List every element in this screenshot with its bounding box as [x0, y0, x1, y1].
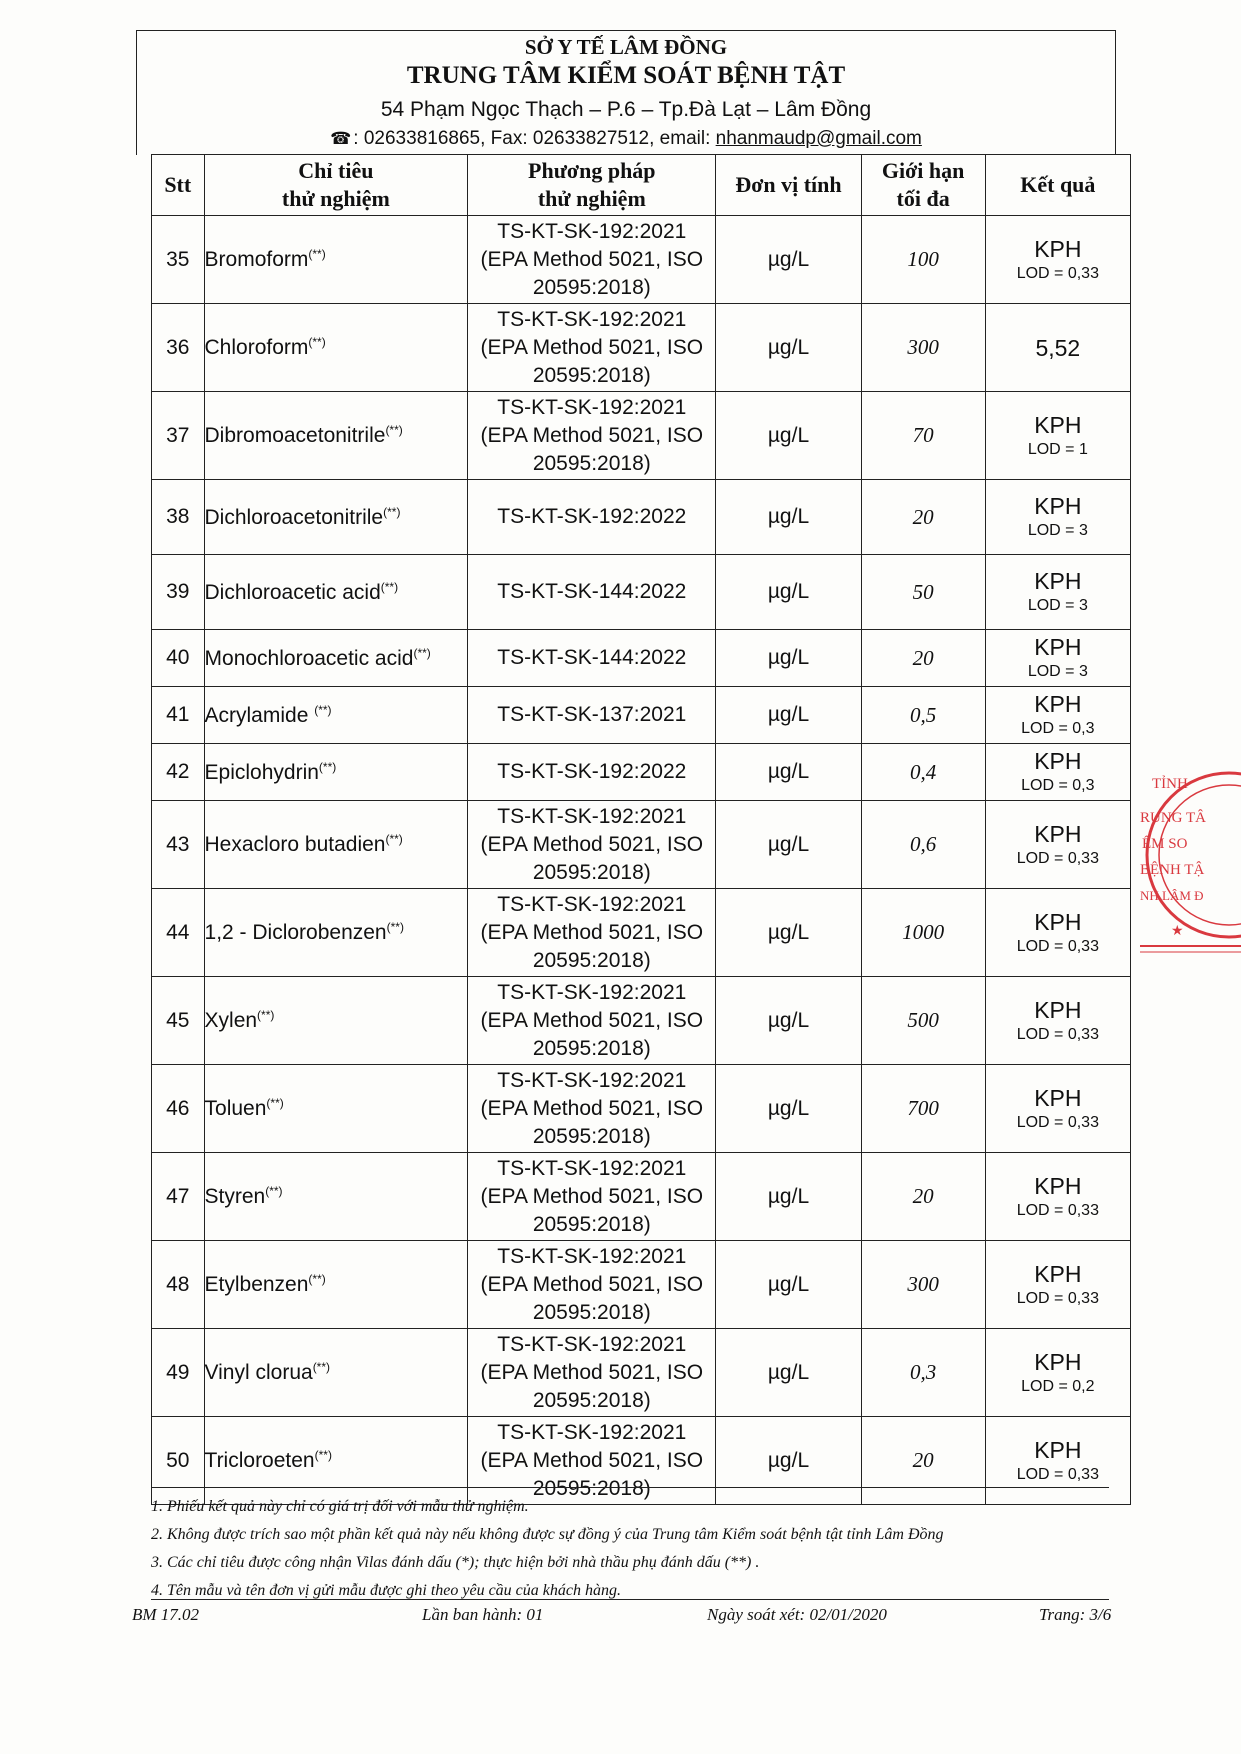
footnote-item: 1. Phiếu kết quả này chỉ có giá trị đối với mẫu thử nghiệm. — [151, 1498, 529, 1515]
cell-method: TS-KT-SK-137:2021 — [468, 687, 716, 744]
cell-limit: 1000 — [861, 889, 985, 977]
table-row — [152, 1153, 1131, 1241]
svg-text:TỈNH: TỈNH — [1152, 776, 1188, 792]
cell-stt: 50 — [152, 1417, 205, 1505]
cell-parameter: Epiclohydrin(**) — [204, 744, 468, 801]
cell-parameter: Tricloroeten(**) — [204, 1417, 468, 1505]
cell-method: TS-KT-SK-192:2021 (EPA Method 5021, ISO 20595:2018) — [468, 392, 716, 480]
cell-limit: 700 — [861, 1065, 985, 1153]
table-row — [152, 630, 1131, 687]
cell-stt: 47 — [152, 1153, 205, 1241]
cell-method: TS-KT-SK-192:2022 — [468, 744, 716, 801]
cell-stt: 49 — [152, 1329, 205, 1417]
cell-method: TS-KT-SK-192:2021 (EPA Method 5021, ISO 20595:2018) — [468, 1065, 716, 1153]
cell-result: KPH LOD = 0,33 — [985, 1241, 1130, 1329]
cell-method: TS-KT-SK-192:2021 (EPA Method 5021, ISO 20595:2018) — [468, 1329, 716, 1417]
cell-unit: µg/L — [716, 392, 861, 480]
col-header-result: Kết quả — [985, 155, 1130, 216]
cell-parameter: Chloroform(**) — [204, 304, 468, 392]
footer-divider — [151, 1599, 1109, 1600]
cell-limit: 70 — [861, 392, 985, 480]
cell-stt: 45 — [152, 977, 205, 1065]
table-row — [152, 744, 1131, 801]
cell-stt: 44 — [152, 889, 205, 977]
cell-parameter: Monochloroacetic acid(**) — [204, 630, 468, 687]
cell-stt: 48 — [152, 1241, 205, 1329]
header-organization: TRUNG TÂM KIỂM SOÁT BỆNH TẬT — [406, 62, 846, 89]
cell-unit: µg/L — [716, 977, 861, 1065]
footnote-item: 3. Các chỉ tiêu được công nhận Vilas đánh dấu (*); thực hiện bởi nhà thầu phụ đánh dấu (**) . — [151, 1554, 760, 1571]
cell-stt: 39 — [152, 555, 205, 630]
footnotes — [151, 1493, 1131, 1605]
cell-stt: 43 — [152, 801, 205, 889]
col-header-stt: Stt — [152, 155, 205, 216]
cell-unit: µg/L — [716, 304, 861, 392]
results-table — [151, 154, 1131, 1505]
col-header-method: Phương pháp thử nghiệm — [468, 155, 716, 216]
cell-result: KPH LOD = 3 — [985, 480, 1130, 555]
table-row — [152, 1241, 1131, 1329]
footer-page-number: Trang: 3/6 — [1039, 1605, 1112, 1624]
cell-result: KPH LOD = 0,3 — [985, 687, 1130, 744]
cell-stt: 37 — [152, 392, 205, 480]
cell-parameter: Bromoform(**) — [204, 216, 468, 304]
cell-method: TS-KT-SK-192:2021 (EPA Method 5021, ISO 20595:2018) — [468, 1241, 716, 1329]
cell-parameter: Styren(**) — [204, 1153, 468, 1241]
svg-text:RUNG TÂ: RUNG TÂ — [1140, 810, 1206, 826]
cell-parameter: Acrylamide (**) — [204, 687, 468, 744]
cell-limit: 300 — [861, 304, 985, 392]
cell-method: TS-KT-SK-192:2021 (EPA Method 5021, ISO 20595:2018) — [468, 1417, 716, 1505]
cell-parameter: Vinyl clorua(**) — [204, 1329, 468, 1417]
cell-method: TS-KT-SK-144:2022 — [468, 630, 716, 687]
cell-result: KPH LOD = 0,33 — [985, 1153, 1130, 1241]
cell-parameter: Dibromoacetonitrile(**) — [204, 392, 468, 480]
cell-stt: 41 — [152, 687, 205, 744]
cell-unit: µg/L — [716, 889, 861, 977]
cell-stt: 36 — [152, 304, 205, 392]
cell-limit: 100 — [861, 216, 985, 304]
table-body — [152, 216, 1131, 1505]
cell-result: KPH LOD = 0,33 — [985, 889, 1130, 977]
cell-method: TS-KT-SK-192:2022 — [468, 480, 716, 555]
table-row — [152, 1417, 1131, 1505]
cell-unit: µg/L — [716, 630, 861, 687]
col-header-unit: Đơn vị tính — [716, 155, 861, 216]
cell-limit: 20 — [861, 480, 985, 555]
table-row — [152, 1329, 1131, 1417]
cell-unit: µg/L — [716, 480, 861, 555]
cell-result: KPH LOD = 0,2 — [985, 1329, 1130, 1417]
footnote-divider — [151, 1487, 1109, 1488]
table-row — [152, 555, 1131, 630]
cell-stt: 35 — [152, 216, 205, 304]
cell-limit: 0,5 — [861, 687, 985, 744]
svg-text:ỂM SO: ỂM SO — [1142, 836, 1188, 852]
col-header-limit: Giới hạn tối đa — [861, 155, 985, 216]
cell-limit: 0,6 — [861, 801, 985, 889]
red-seal-stamp — [1134, 760, 1241, 960]
telephone-icon: ☎ — [330, 129, 352, 148]
header-address: 54 Phạm Ngọc Thạch – P.6 – Tp.Đà Lạt – Lâm Đồng — [380, 98, 872, 121]
header-contact-text: : 02633816865, Fax: 02633827512, email: — [353, 128, 716, 149]
cell-method: TS-KT-SK-144:2022 — [468, 555, 716, 630]
cell-unit: µg/L — [716, 1329, 861, 1417]
cell-parameter: Hexacloro butadien(**) — [204, 801, 468, 889]
table-row — [152, 216, 1131, 304]
cell-result: KPH LOD = 0,33 — [985, 977, 1130, 1065]
cell-unit: µg/L — [716, 1065, 861, 1153]
cell-unit: µg/L — [716, 555, 861, 630]
footer-review-date: Ngày soát xét: 02/01/2020 — [707, 1605, 887, 1624]
table-row — [152, 480, 1131, 555]
cell-unit: µg/L — [716, 687, 861, 744]
cell-result: KPH LOD = 3 — [985, 555, 1130, 630]
cell-parameter: Etylbenzen(**) — [204, 1241, 468, 1329]
cell-result: KPH LOD = 0,33 — [985, 1065, 1130, 1153]
cell-method: TS-KT-SK-192:2021 (EPA Method 5021, ISO 20595:2018) — [468, 216, 716, 304]
table-row — [152, 977, 1131, 1065]
cell-limit: 20 — [861, 630, 985, 687]
cell-parameter: Dichloroacetic acid(**) — [204, 555, 468, 630]
cell-parameter: Toluen(**) — [204, 1065, 468, 1153]
cell-method: TS-KT-SK-192:2021 (EPA Method 5021, ISO 20595:2018) — [468, 304, 716, 392]
footer-form-code: BM 17.02 — [132, 1605, 200, 1624]
footnote-item: 2. Không được trích sao một phần kết quả này nếu không được sự đồng ý của Trung tâm Kiểm soát bệnh tật tỉnh Lâm Đồng — [151, 1526, 944, 1543]
cell-limit: 50 — [861, 555, 985, 630]
cell-limit: 500 — [861, 977, 985, 1065]
table-row — [152, 687, 1131, 744]
cell-unit: µg/L — [716, 801, 861, 889]
cell-result: KPH LOD = 0,3 — [985, 744, 1130, 801]
svg-text:BỆNH TẬ: BỆNH TẬ — [1140, 862, 1205, 878]
col-header-name: Chỉ tiêu thử nghiệm — [204, 155, 468, 216]
cell-result: KPH LOD = 0,33 — [985, 801, 1130, 889]
cell-limit: 20 — [861, 1153, 985, 1241]
cell-method: TS-KT-SK-192:2021 (EPA Method 5021, ISO 20595:2018) — [468, 1153, 716, 1241]
cell-limit: 0,4 — [861, 744, 985, 801]
cell-result: KPH LOD = 0,33 — [985, 216, 1130, 304]
header-department: SỞ Y TẾ LÂM ĐỒNG — [524, 35, 728, 59]
header-email[interactable]: nhanmaudp@gmail.com — [715, 128, 922, 149]
cell-limit: 20 — [861, 1417, 985, 1505]
footnote-item: 4. Tên mẫu và tên đơn vị gửi mẫu được ghi theo yêu cầu của khách hàng. — [151, 1582, 621, 1599]
cell-stt: 46 — [152, 1065, 205, 1153]
cell-method: TS-KT-SK-192:2021 (EPA Method 5021, ISO 20595:2018) — [468, 889, 716, 977]
cell-result: KPH LOD = 0,33 — [985, 1417, 1130, 1505]
document-header — [136, 30, 1116, 155]
page-footer — [132, 1603, 1117, 1633]
table-row — [152, 392, 1131, 480]
table-row — [152, 889, 1131, 977]
cell-stt: 42 — [152, 744, 205, 801]
cell-parameter: 1,2 - Diclorobenzen(**) — [204, 889, 468, 977]
table-row — [152, 1065, 1131, 1153]
cell-unit: µg/L — [716, 744, 861, 801]
cell-unit: µg/L — [716, 1241, 861, 1329]
cell-result: KPH LOD = 3 — [985, 630, 1130, 687]
header-contact — [137, 128, 1115, 150]
cell-result: KPH LOD = 1 — [985, 392, 1130, 480]
cell-limit: 0,3 — [861, 1329, 985, 1417]
table-header-row — [152, 155, 1131, 216]
cell-unit: µg/L — [716, 1153, 861, 1241]
cell-method: TS-KT-SK-192:2021 (EPA Method 5021, ISO 20595:2018) — [468, 977, 716, 1065]
cell-parameter: Xylen(**) — [204, 977, 468, 1065]
cell-result: 5,52 — [985, 304, 1130, 392]
footer-edition: Lần ban hành: 01 — [422, 1605, 544, 1624]
cell-limit: 300 — [861, 1241, 985, 1329]
cell-unit: µg/L — [716, 1417, 861, 1505]
cell-method: TS-KT-SK-192:2021 (EPA Method 5021, ISO 20595:2018) — [468, 801, 716, 889]
cell-stt: 38 — [152, 480, 205, 555]
cell-stt: 40 — [152, 630, 205, 687]
cell-unit: µg/L — [716, 216, 861, 304]
table-row — [152, 801, 1131, 889]
svg-text:★: ★ — [1171, 922, 1184, 938]
cell-parameter: Dichloroacetonitrile(**) — [204, 480, 468, 555]
svg-text:NH LÂM Đ: NH LÂM Đ — [1140, 888, 1204, 903]
table-row — [152, 304, 1131, 392]
